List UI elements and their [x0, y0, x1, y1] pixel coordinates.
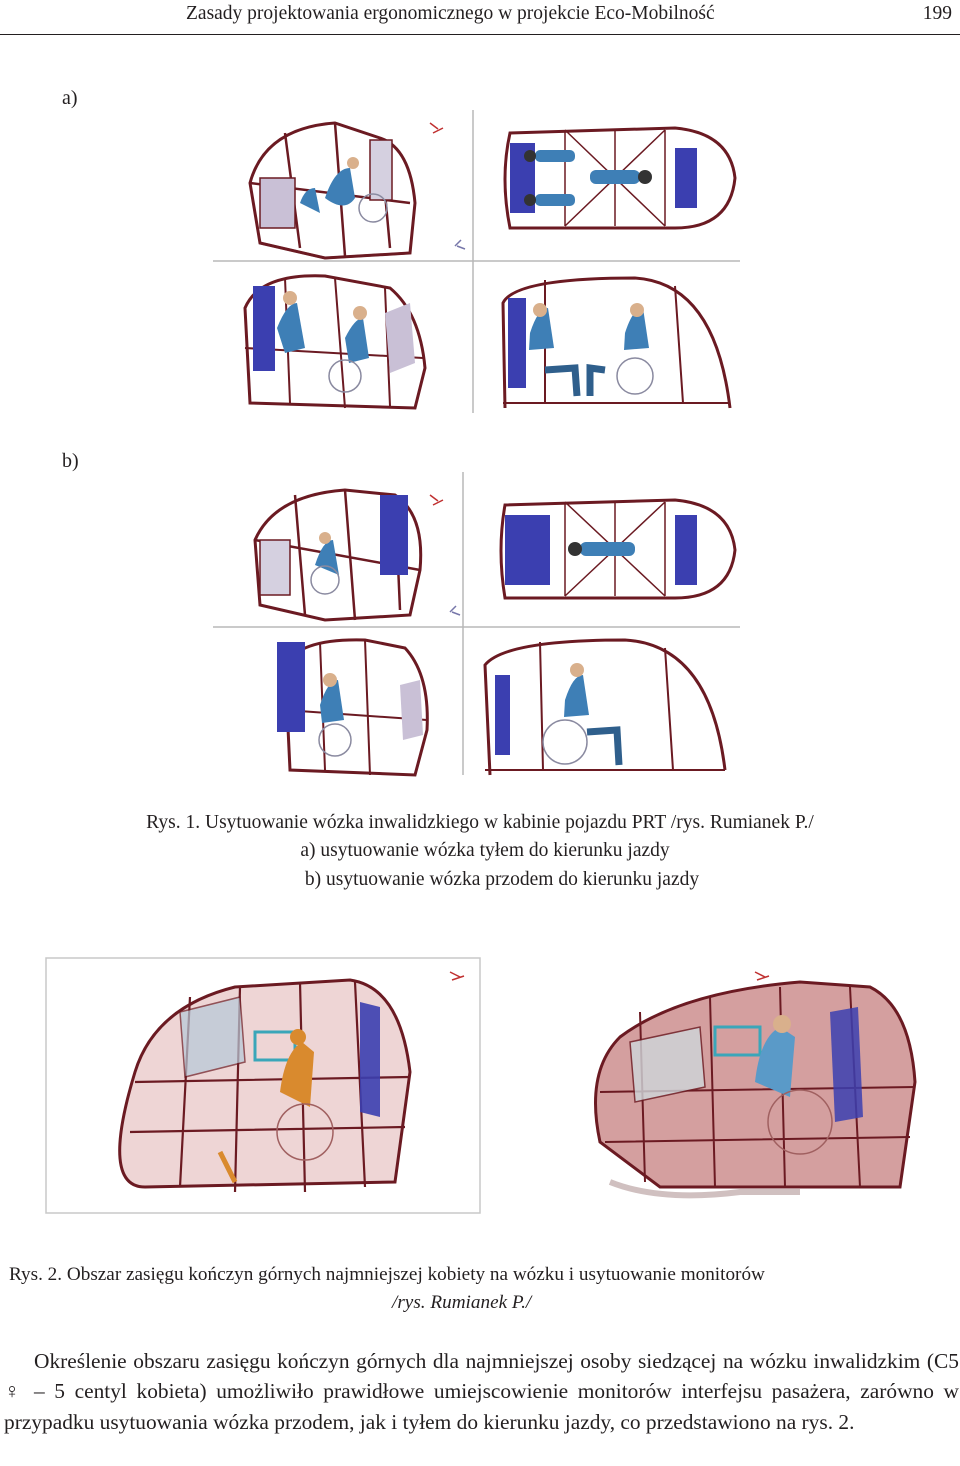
running-header [0, 0, 960, 35]
figure-1b-views [205, 470, 745, 780]
cabin-top-view [505, 128, 735, 228]
axis-triad-icon [430, 495, 460, 615]
figure-1-caption-line-1: Rys. 1. Usytuowanie wózka inwalidzkiego w kabinie pojazdu PRT /rys. Rumianek P./ [146, 812, 814, 833]
figure-1a-views [205, 108, 745, 418]
axis-triad-icon [430, 123, 465, 249]
render-left-orange-figure [46, 958, 480, 1213]
cabin-isometric-view [250, 123, 415, 258]
cabin-side-view [485, 640, 725, 775]
cabin-perspective-view [277, 640, 427, 775]
body-paragraph: Określenie obszaru zasięgu kończyn górnych dla najmniejszej osoby siedzącej na wózku inwalidzkim (C5 ♀ – 5 centyl kobieta) umożliwiło prawidłowe umiejscowienie monitorów interfejsu pasażera, zarówno w przypadku usytuowania wózka przodem, jak i tyłem do kierunku jazdy, co przedstawiono na rys. 2. [4, 1349, 959, 1434]
body-text [4, 1346, 959, 1437]
figure-1-caption-line-3: b) usytuowanie wózka przodem do kierunku jazdy [304, 869, 700, 890]
header-title: Zasady projektowania ergonomicznego w projekcie Eco-Mobilność [186, 3, 715, 24]
figure-2-renders [40, 952, 935, 1222]
figure-label-b: b) [62, 450, 79, 472]
figure-label-a: a) [62, 87, 78, 109]
render-right-blue-figure [596, 972, 916, 1195]
cabin-perspective-view [245, 276, 425, 408]
cabin-top-view [501, 500, 735, 598]
figure-2-caption-line-1: Rys. 2. Obszar zasięgu kończyn górnych najmniejszej kobiety na wózku i usytuowanie monitorów [9, 1264, 765, 1285]
figure-2-caption-line-2: /rys. Rumianek P./ [392, 1292, 532, 1313]
figure-1-caption-line-2: a) usytuowanie wózka tyłem do kierunku jazdy [300, 840, 670, 861]
page-number: 199 [922, 3, 952, 24]
cabin-isometric-view [255, 490, 421, 620]
cabin-side-view [503, 278, 730, 408]
